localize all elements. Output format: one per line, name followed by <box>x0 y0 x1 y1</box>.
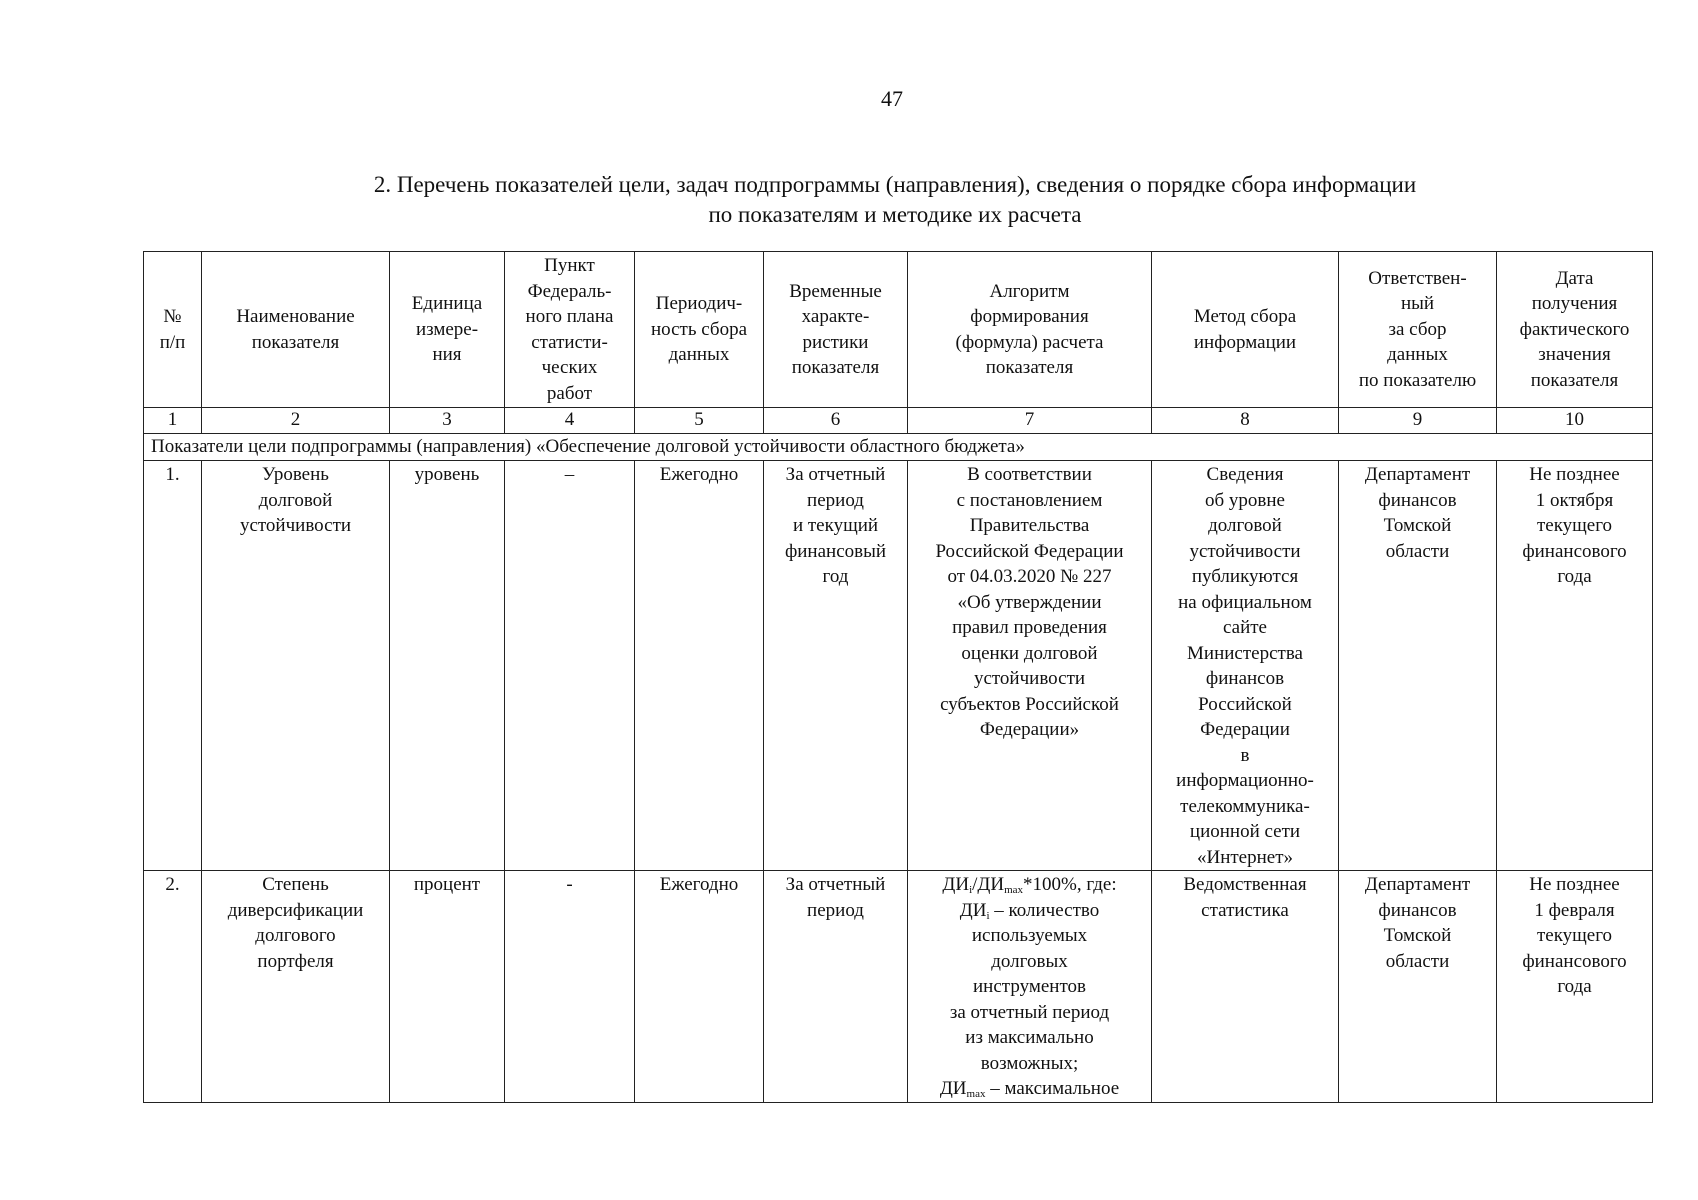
unit-cell: процент <box>390 871 505 1103</box>
cell-line: Департамент <box>1364 464 1471 485</box>
cell-line: устойчивости <box>973 668 1086 689</box>
cell-line: года <box>1557 566 1592 587</box>
cell-line: телекоммуника- <box>1180 795 1310 817</box>
heading-line-1: 2. Перечень показателей цели, задач подпрограммы (направления), сведения о порядке сбора информации <box>373 172 1417 197</box>
cell-line: Федерации <box>1200 719 1290 740</box>
cell-line: области <box>1385 540 1450 562</box>
cell-line: статисти- <box>531 331 608 353</box>
column-number: 2 <box>202 408 390 434</box>
header-cell <box>390 252 505 408</box>
heading-line-2: по показателям и методике их расчета <box>708 202 1082 227</box>
cell-line: Ответствен- <box>1368 267 1467 289</box>
header-cell <box>764 252 908 408</box>
federal-plan-cell: – <box>505 461 635 871</box>
header-cell <box>202 252 390 408</box>
cell-line: Алгоритм <box>989 280 1070 302</box>
cell-line: значения <box>1538 344 1611 366</box>
formula-part: – количество <box>989 899 1100 921</box>
cell-line: Томской <box>1383 515 1452 536</box>
cell-line: возможных; <box>980 1052 1079 1074</box>
formula-part: ДИ <box>939 1078 967 1099</box>
cell-line: и текущий <box>792 515 879 536</box>
cell-line: текущего <box>1536 925 1613 946</box>
cell-line: Ведомственная <box>1183 874 1307 895</box>
column-number: 8 <box>1152 408 1339 434</box>
cell-line: Уровень <box>262 464 329 485</box>
cell-line: информационно- <box>1176 770 1314 791</box>
definition-text <box>911 923 1148 1076</box>
date-cell <box>1497 871 1653 1103</box>
time-characteristics-cell <box>764 871 908 1103</box>
unit-cell: уровень <box>390 461 505 871</box>
cell-line: период <box>807 899 864 921</box>
cell-line: показателя <box>791 357 880 378</box>
header-row <box>144 252 1653 408</box>
cell-line: ный <box>1400 293 1435 315</box>
formula-part: ДИ <box>959 899 987 921</box>
cell-line: устойчивости <box>1189 540 1301 562</box>
column-numbering-row <box>144 408 1653 434</box>
cell-line: Департамент <box>1364 874 1471 895</box>
cell-line: период <box>807 489 864 511</box>
collection-method-cell <box>1152 871 1339 1103</box>
formula-line <box>911 872 1148 898</box>
row-number: 1. <box>144 461 202 871</box>
cell-line: Степень <box>262 874 329 895</box>
cell-line: об уровне <box>1205 489 1285 511</box>
cell-line: Правительства <box>969 515 1090 536</box>
algorithm-cell <box>908 461 1152 871</box>
column-number: 9 <box>1339 408 1497 434</box>
date-cell <box>1497 461 1653 871</box>
indicator-name <box>202 461 390 871</box>
cell-line: фактического <box>1519 318 1630 340</box>
cell-line: измере- <box>415 318 479 340</box>
cell-line: финансов <box>1378 899 1457 921</box>
header-cell <box>505 252 635 408</box>
column-number: 4 <box>505 408 635 434</box>
cell-line: Федерации» <box>979 719 1080 740</box>
section-title: Показатели цели подпрограммы (направления) «Обеспечение долговой устойчивости областного бюджета» <box>144 434 1653 461</box>
cell-line: финансовый <box>784 540 887 562</box>
table-row <box>144 871 1653 1103</box>
cell-line: долговой <box>258 489 333 511</box>
cell-line: Не позднее <box>1529 464 1620 485</box>
cell-line: № <box>163 306 182 327</box>
cell-line: За отчетный <box>785 874 886 895</box>
cell-line: финансов <box>1378 489 1457 511</box>
cell-line: Временные <box>789 280 882 302</box>
cell-line: финансов <box>1205 668 1285 689</box>
cell-line: ционной сети <box>1189 821 1301 842</box>
cell-line: п/п <box>159 331 186 353</box>
cell-line: Наименование <box>236 306 355 327</box>
cell-line: на официальном <box>1178 591 1312 613</box>
cell-line: года <box>1557 976 1592 997</box>
cell-line: ния <box>432 344 462 366</box>
cell-line: ного плана <box>525 306 614 327</box>
cell-line: показателя <box>251 331 340 353</box>
formula-part: – максимальное <box>985 1078 1120 1099</box>
cell-line: долгового <box>255 925 336 946</box>
cell-line: работ <box>546 382 593 404</box>
header-cell <box>1339 252 1497 408</box>
cell-line: Российской <box>1198 693 1292 715</box>
cell-line: инструментов <box>973 976 1086 997</box>
cell-line: Метод сбора <box>1193 306 1297 327</box>
cell-line: данных <box>668 344 730 366</box>
cell-line: используемых <box>971 925 1088 946</box>
row-number: 2. <box>144 871 202 1103</box>
cell-line: от 04.03.2020 № 227 <box>947 566 1112 587</box>
cell-line: статистика <box>1201 899 1289 921</box>
column-number: 10 <box>1497 408 1653 434</box>
cell-line: Федераль- <box>527 280 612 302</box>
table-row <box>144 461 1653 871</box>
cell-line: области <box>1385 950 1450 972</box>
time-characteristics-cell <box>764 461 908 871</box>
cell-line: 1 октября <box>1535 489 1614 511</box>
formula-part: ДИ <box>942 874 970 895</box>
cell-line: (формула) расчета <box>955 331 1104 353</box>
cell-line: характе- <box>801 306 870 327</box>
cell-line: Российской Федерации <box>935 540 1124 562</box>
definition-line <box>911 898 1148 924</box>
cell-line: показателя <box>985 357 1074 378</box>
cell-line: 1 февраля <box>1534 899 1615 921</box>
cell-line: ческих <box>541 357 598 378</box>
cell-line: с постановлением <box>956 489 1103 511</box>
indicator-name <box>202 871 390 1103</box>
header-cell <box>1152 252 1339 408</box>
cell-line: правил проведения <box>952 617 1107 638</box>
cell-line: публикуются <box>1191 566 1299 587</box>
cell-line: «Интернет» <box>1196 846 1294 868</box>
cell-line: субъектов Российской <box>940 693 1119 715</box>
cell-line: диверсификации <box>227 899 364 921</box>
cell-line: Не позднее <box>1529 874 1620 895</box>
responsible-cell <box>1339 461 1497 871</box>
cell-line: Томской <box>1383 925 1452 946</box>
cell-line: показателя <box>1530 369 1619 391</box>
cell-line: ристики <box>802 331 869 353</box>
cell-line: Единица <box>411 293 483 315</box>
cell-line: формирования <box>970 306 1089 327</box>
cell-line: по показателю <box>1358 369 1477 391</box>
cell-line: сайте <box>1222 617 1267 638</box>
column-number: 3 <box>390 408 505 434</box>
page-number: 47 <box>881 86 903 111</box>
cell-line: ность сбора <box>650 318 748 340</box>
cell-line: Периодич- <box>655 293 743 315</box>
cell-line: Дата <box>1555 267 1594 289</box>
cell-line: в <box>1240 744 1250 766</box>
responsible-cell <box>1339 871 1497 1103</box>
cell-line: финансового <box>1522 540 1627 562</box>
column-number: 6 <box>764 408 908 434</box>
cell-line: «Об утверждении <box>957 591 1102 613</box>
definition-line <box>911 1076 1148 1102</box>
header-cell <box>635 252 764 408</box>
cell-line: данных <box>1387 344 1448 366</box>
section-row <box>144 434 1653 461</box>
document-heading <box>200 170 1590 230</box>
cell-line: получения <box>1531 293 1618 315</box>
federal-plan-cell: - <box>505 871 635 1103</box>
formula-subscript: i <box>986 909 990 922</box>
formula-subscript: max <box>966 1088 986 1100</box>
cell-line: за сбор <box>1388 318 1447 340</box>
periodicity-cell: Ежегодно <box>635 871 764 1103</box>
header-cell <box>908 252 1152 408</box>
formula-subscript: i <box>969 884 973 896</box>
periodicity-cell: Ежегодно <box>635 461 764 871</box>
cell-line: оценки долговой <box>961 642 1098 664</box>
column-number: 5 <box>635 408 764 434</box>
cell-line: В соответствии <box>967 464 1092 485</box>
cell-line: долговой <box>1208 515 1282 536</box>
header-cell <box>1497 252 1653 408</box>
cell-line: информации <box>1193 331 1297 353</box>
column-number: 7 <box>908 408 1152 434</box>
cell-line: год <box>822 566 849 587</box>
formula-subscript: max <box>1004 884 1024 896</box>
cell-line: текущего <box>1536 515 1613 536</box>
cell-line: Сведения <box>1206 464 1284 485</box>
column-number: 1 <box>144 408 202 434</box>
cell-line: финансового <box>1522 950 1627 972</box>
collection-method-cell <box>1152 461 1339 871</box>
cell-line: Министерства <box>1187 642 1303 664</box>
cell-line: устойчивости <box>239 515 352 536</box>
cell-line: портфеля <box>257 950 334 972</box>
header-cell <box>144 252 202 408</box>
algorithm-cell <box>908 871 1152 1103</box>
cell-line: из максимально <box>965 1027 1094 1048</box>
cell-line: за отчетный период <box>949 1001 1110 1023</box>
cell-line: Пункт <box>544 255 595 276</box>
formula-part: *100%, где: <box>1023 874 1117 895</box>
indicators-table <box>143 251 1653 1103</box>
cell-line: За отчетный <box>785 464 886 485</box>
formula-part: /ДИ <box>972 874 1005 895</box>
cell-line: долговых <box>991 950 1068 972</box>
